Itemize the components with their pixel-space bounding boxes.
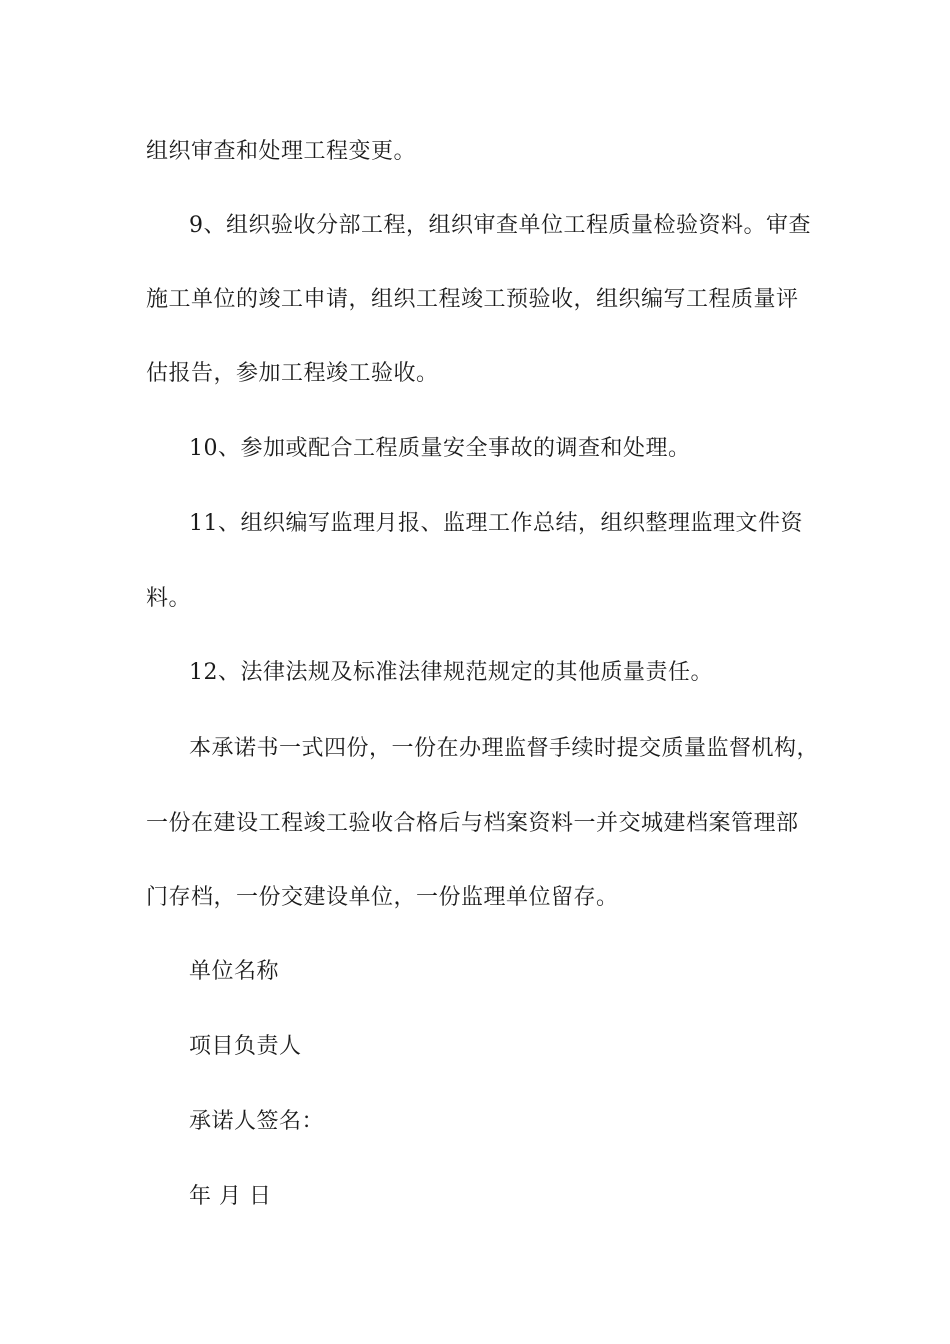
unit-name-label: 单位名称 <box>189 959 280 984</box>
text-line-item-9-cont-2: 估报告，参加工程竣工验收。 <box>146 361 439 386</box>
text-line-copies-cont-2: 门存档，一份交建设单位，一份监理单位留存。 <box>146 885 619 910</box>
date-label: 年 月 日 <box>189 1184 272 1209</box>
text-line-item-10: 10、参加或配合工程质量安全事故的调查和处理。 <box>189 436 691 461</box>
text-line-item-11-cont: 料。 <box>146 586 192 611</box>
text-line-copies-cont-1: 一份在建设工程竣工验收合格后与档案资料一并交城建档案管理部 <box>146 811 799 836</box>
signature-label: 承诺人签名： <box>189 1109 325 1134</box>
text-line-item-9-cont-1: 施工单位的竣工申请，组织工程竣工预验收，组织编写工程质量评 <box>146 287 799 312</box>
text-line-item-12: 12、法律法规及标准法律规范规定的其他质量责任。 <box>189 660 713 685</box>
project-lead-label: 项目负责人 <box>189 1034 302 1059</box>
text-line-copies-start: 本承诺书一式四份，一份在办理监督手续时提交质量监督机构， <box>189 736 820 761</box>
text-line-continuation-8: 组织审查和处理工程变更。 <box>146 139 417 164</box>
text-line-item-11-start: 11、组织编写监理月报、监理工作总结，组织整理监理文件资 <box>189 511 803 536</box>
text-line-item-9-start: 9、组织验收分部工程，组织审查单位工程质量检验资料。审查 <box>189 213 811 238</box>
